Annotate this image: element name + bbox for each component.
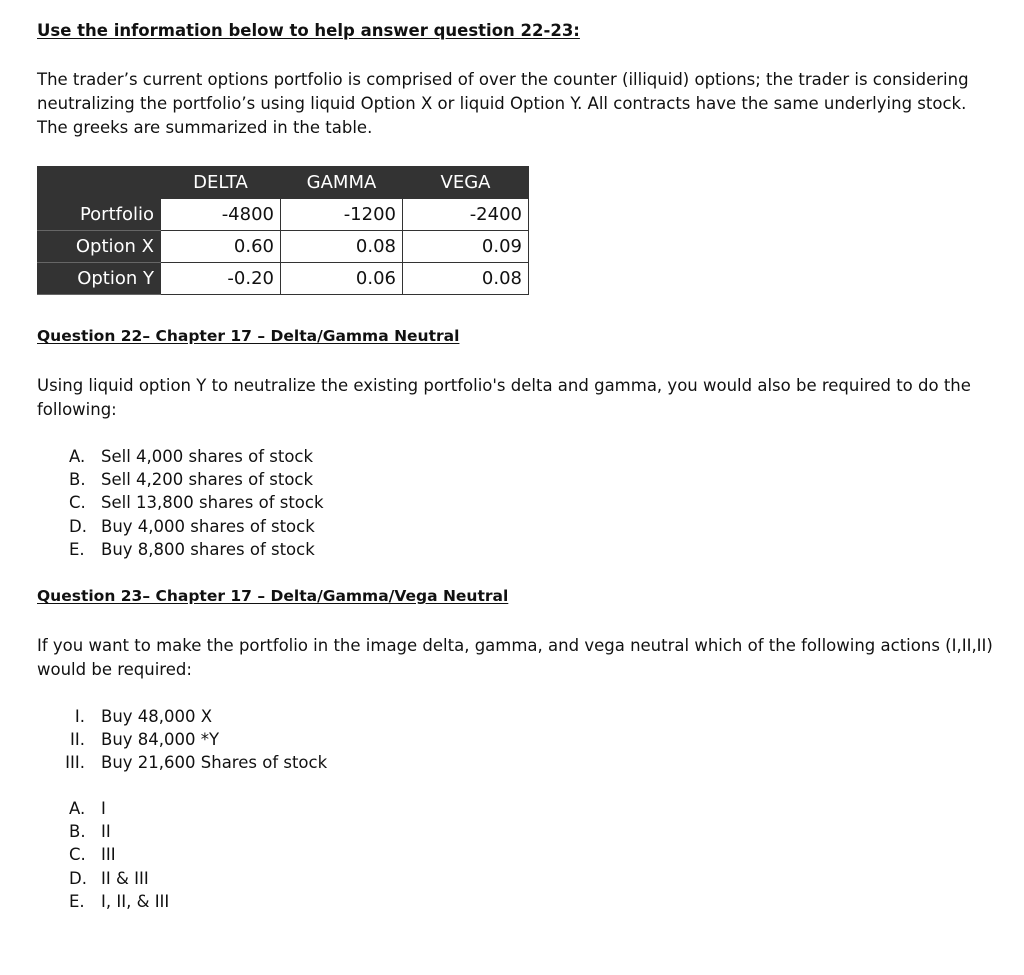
answer-option (69, 890, 169, 913)
greeks-table (37, 166, 529, 295)
option-letter: E. (69, 891, 85, 911)
action-item (53, 751, 327, 774)
option-letter: C. (69, 845, 86, 865)
option-letter: B. (69, 470, 86, 490)
option-text: Buy 4,000 shares of stock (101, 516, 315, 536)
question-23-text: If you want to make the portfolio in the image delta, gamma, and vega neutral which of the following actions (I,II,II) would be required: (37, 636, 993, 679)
question-22-text: Using liquid option Y to neutralize the existing portfolio's delta and gamma, you would also be required to do the following: (37, 376, 971, 419)
answer-option (69, 445, 324, 468)
question-23-actions (53, 705, 327, 775)
cell-delta: -4800 (161, 199, 281, 231)
option-letter: A. (69, 447, 86, 466)
intro-paragraph: The trader’s current options portfolio is comprised of over the counter (illiquid) options; the trader is considering neutralizing the portfolio’s using liquid Option X or liquid Option Y. All contracts have the same underlying stock. The greeks are summarized in the table. (37, 70, 969, 137)
cell-gamma: -1200 (281, 199, 403, 231)
action-text: Buy 84,000 *Y (101, 730, 220, 750)
option-letter: E. (69, 539, 85, 559)
answer-option (69, 468, 324, 491)
answer-option (69, 843, 169, 866)
option-letter: C. (69, 493, 86, 513)
action-item (53, 728, 327, 751)
cell-vega: -2400 (403, 199, 529, 231)
cell-vega: 0.09 (403, 231, 529, 263)
cell-gamma: 0.08 (281, 231, 403, 263)
action-numeral: II. (70, 730, 85, 750)
question-23-options (69, 797, 169, 913)
option-letter: D. (69, 868, 87, 888)
cell-gamma: 0.06 (281, 263, 403, 295)
table-row (38, 199, 529, 231)
answer-option (69, 797, 169, 820)
answer-option (69, 538, 324, 561)
option-letter: A. (69, 799, 86, 818)
option-text: Sell 4,200 shares of stock (101, 470, 314, 490)
question-22-options (69, 445, 324, 561)
table-header-delta: DELTA (161, 167, 281, 199)
option-text: II (101, 822, 111, 842)
row-label-option-x: Option X (38, 231, 161, 263)
row-label-option-y: Option Y (38, 263, 161, 295)
cell-vega: 0.08 (403, 263, 529, 295)
action-item (53, 705, 327, 728)
action-numeral: III. (65, 753, 85, 773)
option-text: I, II, & III (101, 891, 170, 911)
table-header-row (38, 167, 529, 199)
table-header-gamma: GAMMA (281, 167, 403, 199)
question-23-heading: Question 23– Chapter 17 – Delta/Gamma/Vega Neutral (37, 587, 509, 605)
row-label-portfolio: Portfolio (38, 199, 161, 231)
answer-option (69, 820, 169, 843)
option-text: Sell 13,800 shares of stock (101, 493, 324, 513)
option-text: I (101, 799, 106, 818)
table-row (38, 263, 529, 295)
action-numeral: I. (74, 707, 85, 726)
cell-delta: -0.20 (161, 263, 281, 295)
option-letter: B. (69, 822, 86, 842)
question-22-heading: Question 22– Chapter 17 – Delta/Gamma Neutral (37, 327, 460, 345)
option-text: Sell 4,000 shares of stock (101, 447, 314, 466)
action-text: Buy 48,000 X (101, 707, 213, 726)
answer-option (69, 491, 324, 514)
table-header-vega: VEGA (403, 167, 529, 199)
cell-delta: 0.60 (161, 231, 281, 263)
option-text: Buy 8,800 shares of stock (101, 539, 315, 559)
option-letter: D. (69, 516, 87, 536)
option-text: III (101, 845, 116, 865)
table-row (38, 231, 529, 263)
answer-option (69, 867, 169, 890)
option-text: II & III (101, 868, 149, 888)
action-text: Buy 21,600 Shares of stock (101, 753, 328, 773)
answer-option (69, 515, 324, 538)
table-header-corner (38, 167, 161, 199)
intro-heading: Use the information below to help answer question 22-23: (37, 21, 580, 40)
